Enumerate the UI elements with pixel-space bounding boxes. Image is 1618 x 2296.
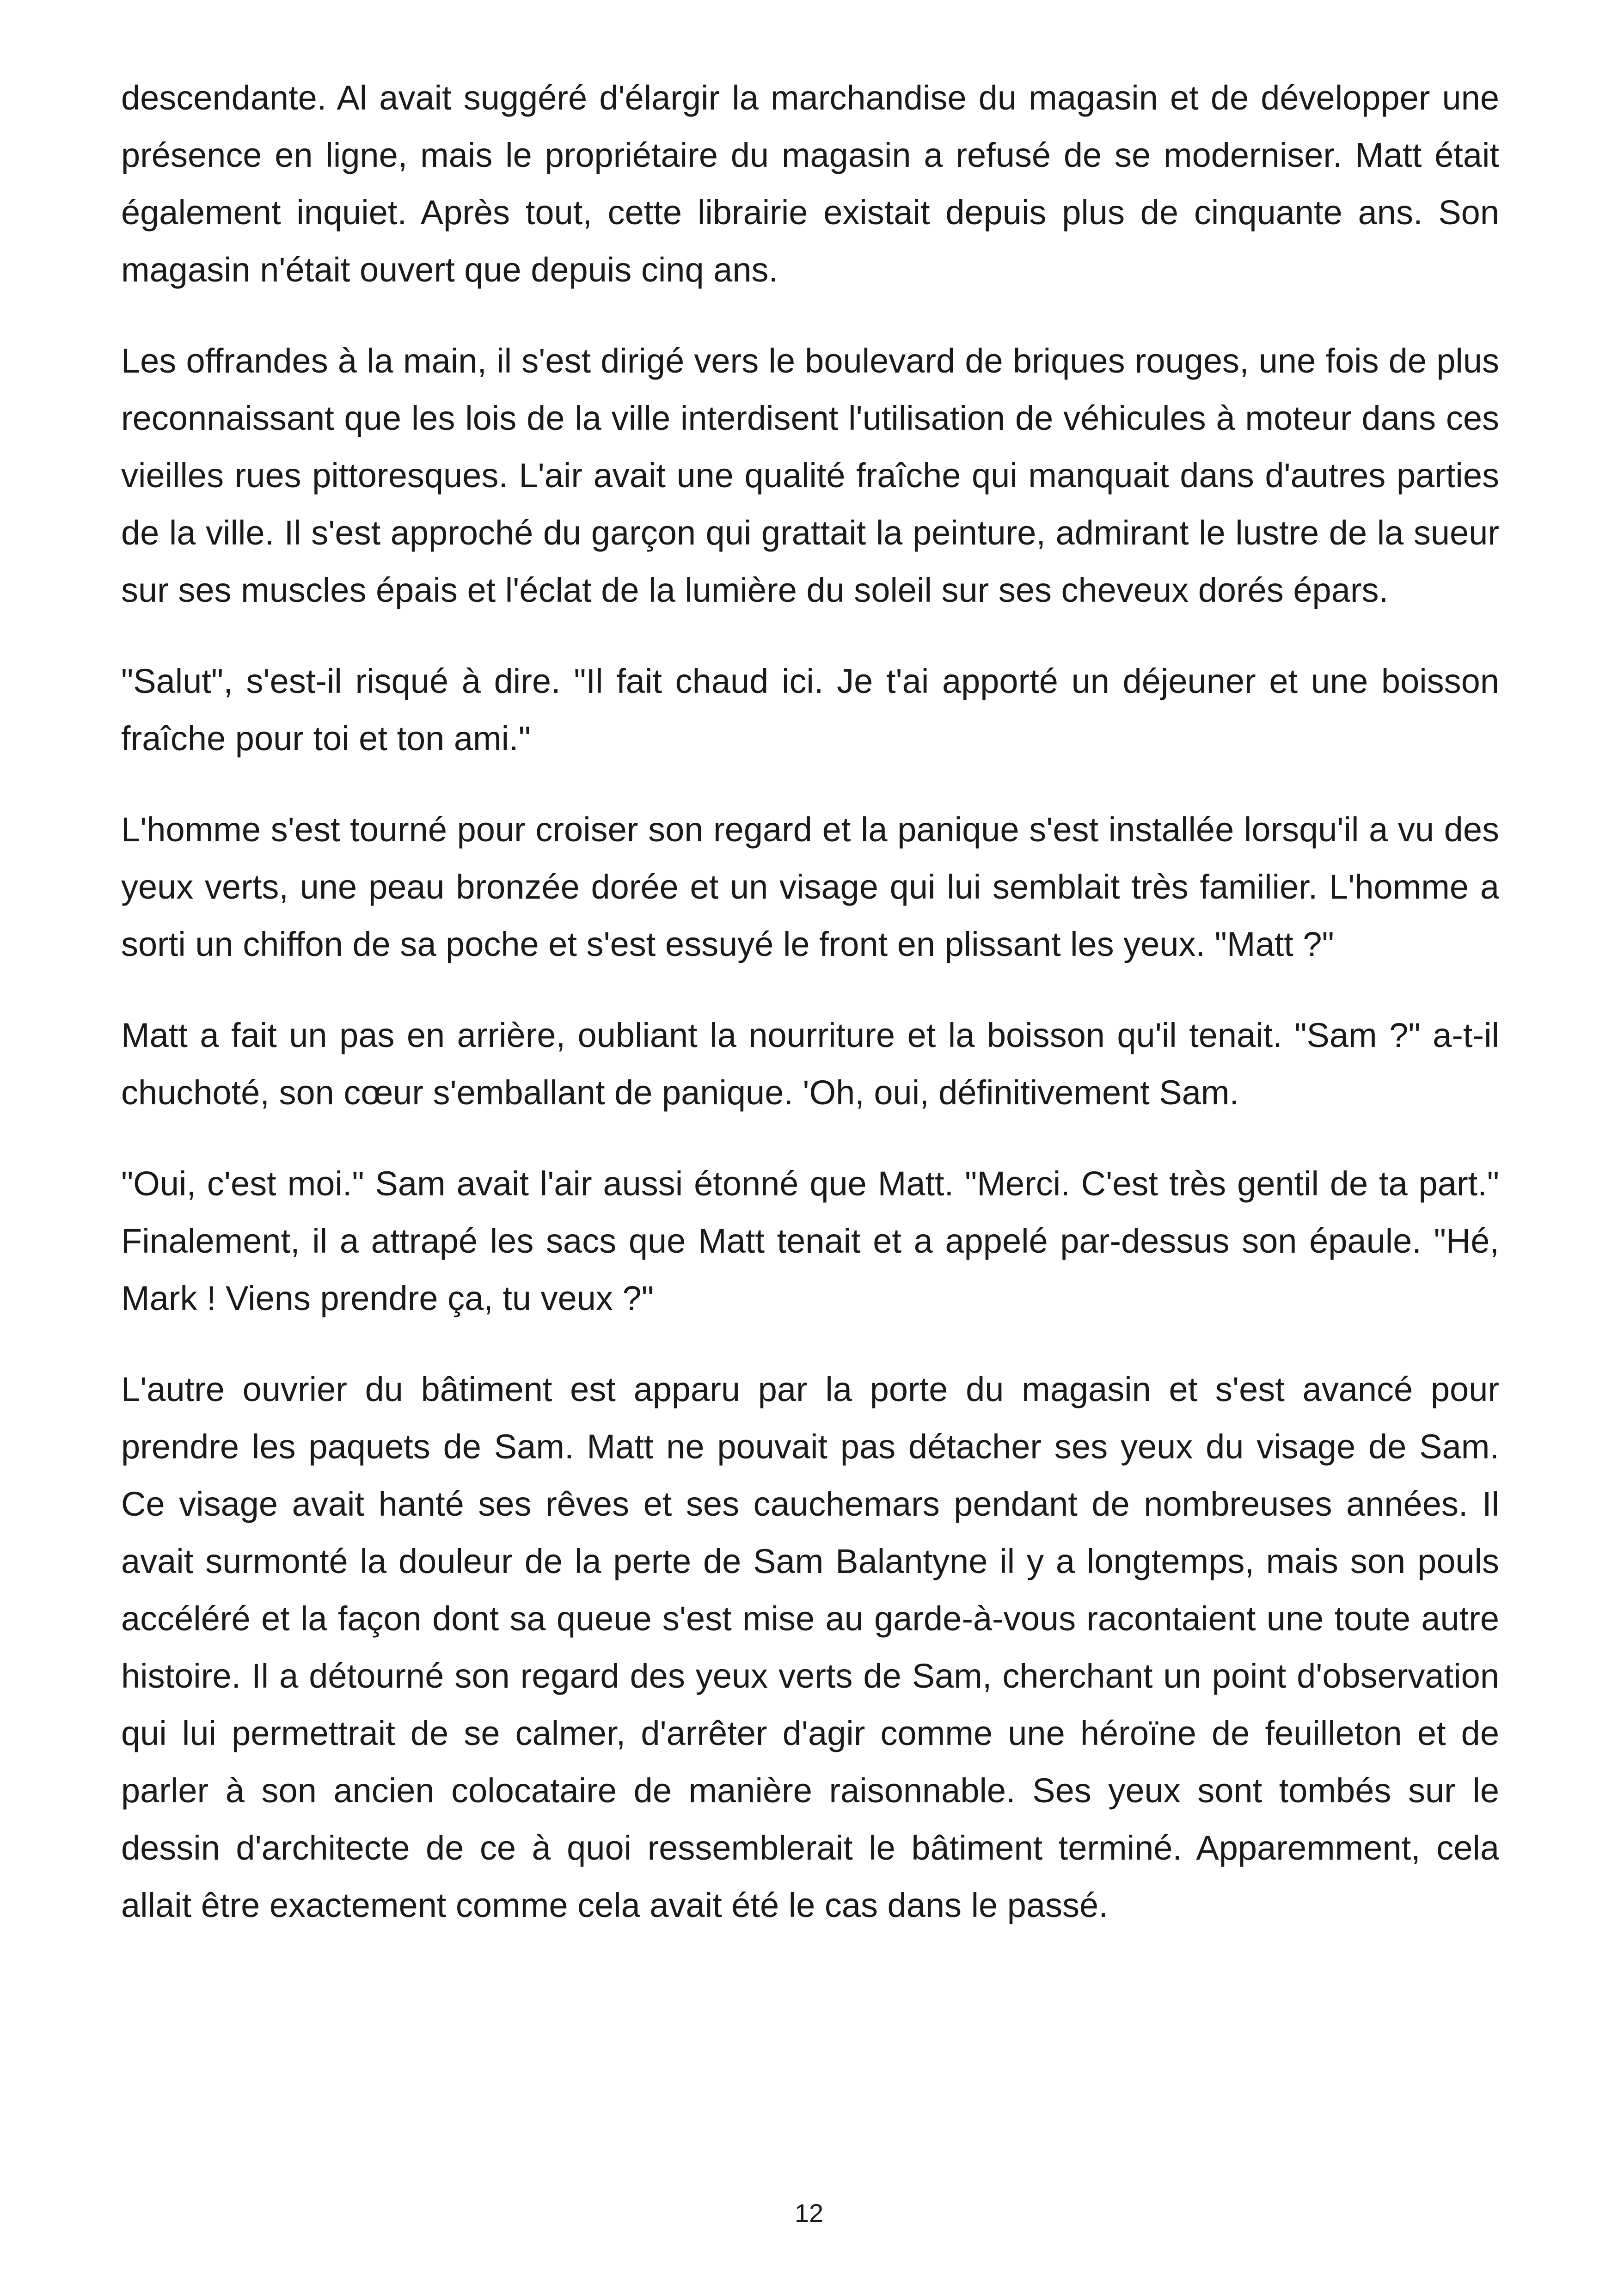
- paragraph-3: "Salut", s'est-il risqué à dire. "Il fait chaud ici. Je t'ai apporté un déjeuner et une boisson fraîche pour toi et ton ami.": [121, 662, 1499, 758]
- body-text: [121, 69, 1499, 1968]
- paragraph-1: descendante. Al avait suggéré d'élargir la marchandise du magasin et de développer une présence en ligne, mais le propriétaire du magasin a refusé de se moderniser. Matt était également inquiet. Après tout, cette librairie existait depuis plus de cinquante ans. Son magasin n'était ouvert que depuis cinq ans.: [121, 79, 1499, 289]
- page-number: 12: [794, 2198, 824, 2228]
- paragraph-7: L'autre ouvrier du bâtiment est apparu par la porte du magasin et s'est avancé pour prendre les paquets de Sam. Matt ne pouvait pas détacher ses yeux du visage de Sam. Ce visage avait hanté ses rêves et ses cauchemars pendant de nombreuses années. Il avait surmonté la douleur de la perte de Sam Balantyne il y a longtemps, mais son pouls accéléré et la façon dont sa queue s'est mise au garde-à-vous racontaient une toute autre histoire. Il a détourné son regard des yeux verts de Sam, cherchant un point d'observation qui lui permettrait de se calmer, d'arrêter d'agir comme une héroïne de feuilleton et de parler à son ancien colocataire de manière raisonnable. Ses yeux sont tombés sur le dessin d'architecte de ce à quoi ressemblerait le bâtiment terminé. Apparemment, cela allait être exactement comme cela avait été le cas dans le passé.: [121, 1370, 1499, 1924]
- paragraph-2: Les offrandes à la main, il s'est dirigé vers le boulevard de briques rouges, une fois de plus reconnaissant que les lois de la ville interdisent l'utilisation de véhicules à moteur dans ces vieilles rues pittoresques. L'air avait une qualité fraîche qui manquait dans d'autres parties de la ville. Il s'est approché du garçon qui grattait la peinture, admirant le lustre de la sueur sur ses muscles épais et l'éclat de la lumière du soleil sur ses cheveux dorés épars.: [121, 342, 1499, 609]
- paragraph-4: L'homme s'est tourné pour croiser son regard et la panique s'est installée lorsqu'il a vu des yeux verts, une peau bronzée dorée et un visage qui lui semblait très familier. L'homme a sorti un chiffon de sa poche et s'est essuyé le front en plissant les yeux. "Matt ?": [121, 810, 1499, 963]
- paragraph-5: Matt a fait un pas en arrière, oubliant la nourriture et la boisson qu'il tenait. "Sam ?" a-t-il chuchoté, son cœur s'emballant de panique. 'Oh, oui, définitivement Sam.: [121, 1016, 1499, 1112]
- paragraph-6: "Oui, c'est moi." Sam avait l'air aussi étonné que Matt. "Merci. C'est très gentil de ta part." Finalement, il a attrapé les sacs que Matt tenait et a appelé par-dessus son épaule. "Hé, Mark ! Viens prendre ça, tu veux ?": [121, 1164, 1499, 1317]
